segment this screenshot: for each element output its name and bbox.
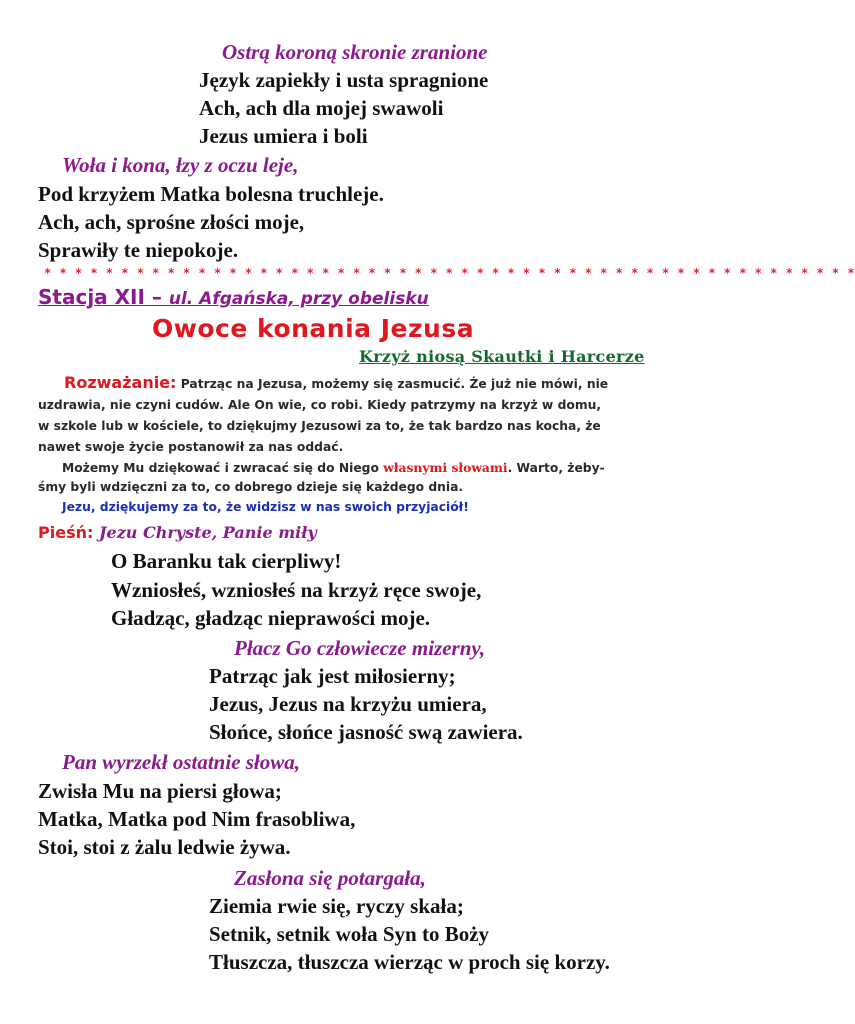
song-line: Patrząc jak jest miłosierny;: [209, 664, 456, 688]
song-line: Zasłona się potargała,: [234, 866, 426, 890]
verse-line: Język zapiekły i usta spragnione: [199, 68, 489, 92]
highlight-text: własnymi słowami: [383, 460, 508, 475]
verse-line: Sprawiły te niepokoje.: [38, 238, 239, 262]
reflection-line: śmy byli wdzięczni za to, co dobrego dzieje się każdego dnia.: [38, 480, 464, 494]
reflection-text: Możemy Mu dziękować i zwracać się do Niego: [62, 461, 384, 475]
verse-line: Jezus umiera i boli: [199, 124, 368, 148]
song-line: Słońce, słońce jasność swą zawiera.: [209, 720, 523, 744]
reflection-line: [64, 373, 608, 394]
song-heading: [38, 523, 317, 543]
song-line: Tłuszcza, tłuszcza wierząc w proch się korzy.: [209, 950, 610, 974]
reflection-label: Rozważanie:: [64, 373, 177, 392]
verse-line: Woła i kona, łzy z oczu leje,: [62, 153, 299, 177]
song-line: O Baranku tak cierpliwy!: [111, 549, 342, 573]
cross-carriers: Krzyż niosą Skautki i Harcerze: [359, 347, 645, 366]
reflection-text: Patrząc na Jezusa, możemy się zasmucić. Że już nie mówi, nie: [176, 377, 609, 391]
song-label: Pieśń:: [38, 523, 94, 542]
song-line: Zwisła Mu na piersi głowa;: [38, 779, 282, 803]
verse-line: Ostrą koroną skronie zranione: [222, 40, 488, 64]
verse-line: Ach, ach, sprośne złości moje,: [38, 210, 305, 234]
station-heading: [38, 285, 429, 309]
song-line: Ziemia rwie się, ryczy skała;: [209, 894, 464, 918]
reflection-line: [62, 458, 605, 478]
song-title: Jezu Chryste, Panie miły: [93, 523, 317, 542]
song-line: Gładząc, gładząc nieprawości moje.: [111, 606, 431, 630]
reflection-text: . Warto, żeby-: [507, 461, 605, 475]
star-separator: * * * * * * * * * * * * * * * * * * * * * * * * * * * * * * * * * * * * * * * * * * * * * * * * * * * * *: [44, 266, 855, 280]
station-label: Stacja XII –: [38, 285, 169, 309]
station-title: Owoce konania Jezusa: [152, 314, 475, 343]
reflection-line: uzdrawia, nie czyni cudów. Ale On wie, co robi. Kiedy patrzymy na krzyż w domu,: [38, 398, 602, 412]
song-line: Płacz Go człowiecze mizerny,: [234, 636, 486, 660]
song-line: Jezus, Jezus na krzyżu umiera,: [209, 692, 487, 716]
prayer-line: Jezu, dziękujemy za to, że widzisz w nas swoich przyjaciół!: [62, 500, 469, 514]
song-line: Setnik, setnik woła Syn to Boży: [209, 922, 490, 946]
verse-line: Ach, ach dla mojej swawoli: [199, 96, 444, 120]
reflection-line: nawet swoje życie postanowił za nas oddać.: [38, 440, 344, 454]
station-place: ul. Afgańska, przy obelisku: [168, 289, 429, 309]
song-line: Pan wyrzekł ostatnie słowa,: [62, 750, 301, 774]
reflection-line: w szkole lub w kościele, to dziękujmy Jezusowi za to, że tak bardzo nas kocha, że: [38, 419, 601, 433]
song-line: Stoi, stoi z żalu ledwie żywa.: [38, 835, 291, 859]
song-line: Wzniosłeś, wzniosłeś na krzyż ręce swoje,: [111, 578, 482, 602]
verse-line: Pod krzyżem Matka bolesna truchleje.: [38, 182, 384, 206]
song-line: Matka, Matka pod Nim frasobliwa,: [38, 807, 356, 831]
